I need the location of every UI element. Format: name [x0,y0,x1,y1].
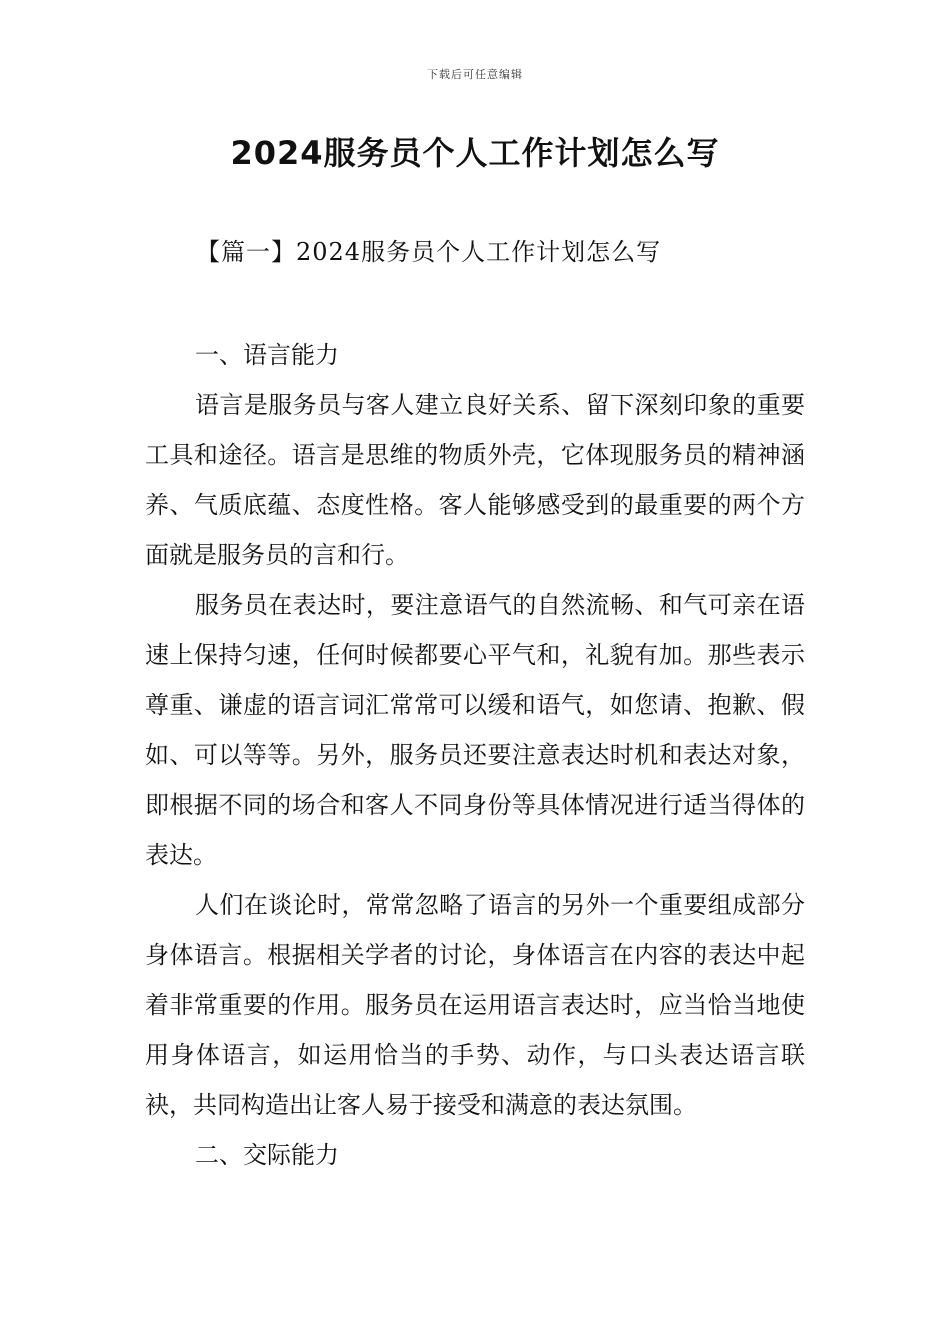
heading-communication-ability: 二、交际能力 [195,1141,339,1169]
section-title: 【篇一】2024服务员个人工作计划怎么写 [196,238,662,266]
document-body [145,330,805,1180]
paragraph-3: 人们在谈论时，常常忽略了语言的另外一个重要组成部分身体语言。根据相关学者的讨论，身体语言在内容的表达中起着非常重要的作用。服务员在运用语言表达时，应当恰当地使用身体语言，如运用恰当的手势、动作，与口头表达语言联袂，共同构造出让客人易于接受和满意的表达氛围。 [145,891,805,1119]
heading-language-ability: 一、语言能力 [195,341,339,369]
document-title: 2024服务员个人工作计划怎么写 [230,134,720,172]
paragraph-1: 语言是服务员与客人建立良好关系、留下深刻印象的重要工具和途径。语言是思维的物质外壳，它体现服务员的精神涵养、气质底蕴、态度性格。客人能够感受到的最重要的两个方面就是服务员的言和行。 [145,391,805,569]
header-note: 下载后可任意编辑 [427,68,523,81]
paragraph-2: 服务员在表达时，要注意语气的自然流畅、和气可亲在语速上保持匀速，任何时候都要心平气和，礼貌有加。那些表示尊重、谦虚的语言词汇常常可以缓和语气，如您请、抱歉、假如、可以等等。另外，服务员还要注意表达时机和表达对象，即根据不同的场合和客人不同身份等具体情况进行适当得体的表达。 [145,591,805,869]
